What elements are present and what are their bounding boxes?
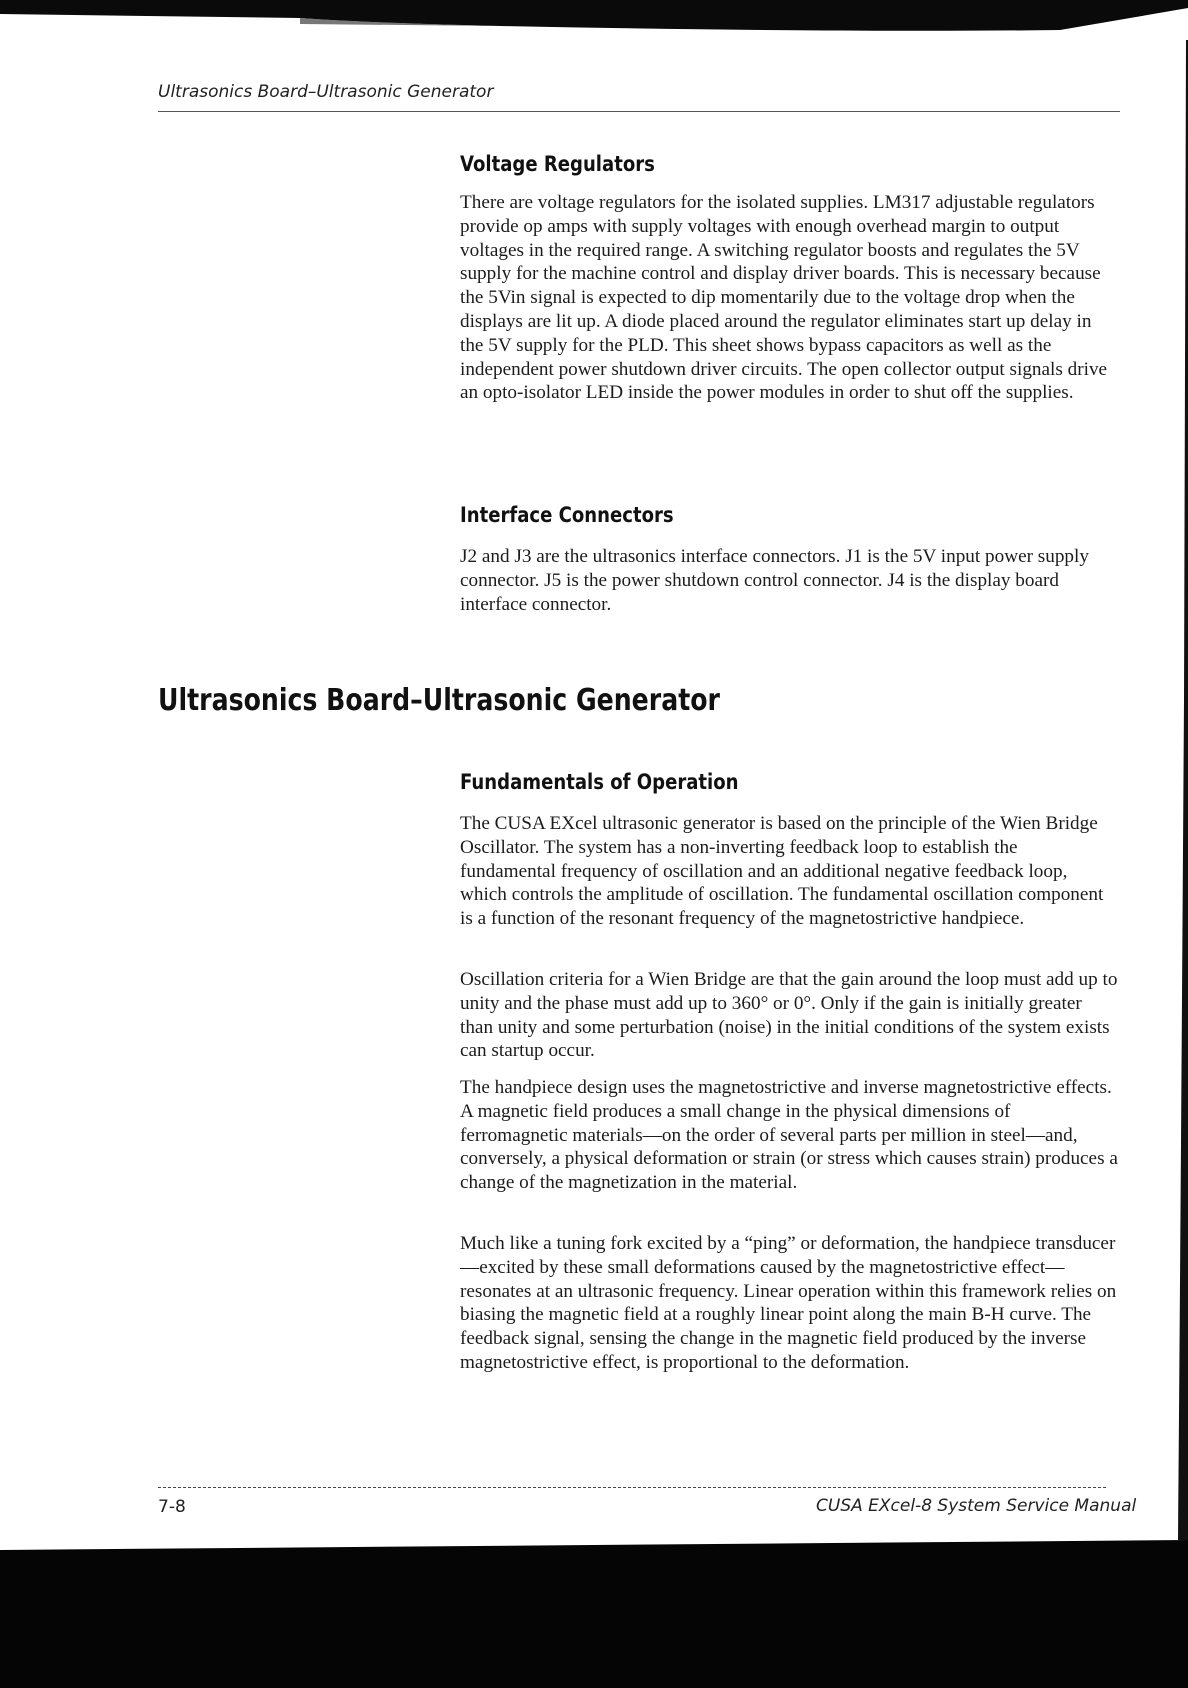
scan-shadow-top	[0, 0, 1188, 40]
heading-voltage-regulators: Voltage Regulators	[460, 152, 655, 176]
paragraph-fundamentals-3: The handpiece design uses the magnetostrictive and inverse magnetostrictive effects. A magnetic field produces a small change in the physical dimensions of ferromagnetic materials—on the order of several parts per million in steel—and, conversely, a physical deformation or strain (or stress which causes strain) produces a change of the magnetization in the material.	[460, 1077, 1118, 1194]
paragraph-voltage-regulators: There are voltage regulators for the isolated supplies. LM317 adjustable regulators provide op amps with supply voltages with enough overhead margin to output voltages in the required range. A switching regulator boosts and regulates the 5V supply for the machine control and display driver boards. This is necessary because the 5Vin signal is expected to dip momentarily due to the voltage drop when the displays are lit up. A diode placed around the regulator eliminates start up delay in the 5V supply for the PLD. This sheet shows bypass capacitors as well as the independent power shutdown driver circuits. The open collector output signals drive an opto-isolator LED inside the power modules in order to shut off the supplies.	[460, 192, 1108, 404]
scan-shadow-bottom	[0, 1540, 1188, 1688]
manual-title: CUSA EXcel-8 System Service Manual	[816, 1496, 1137, 1516]
header-rule	[158, 111, 1120, 112]
page-number: 7-8	[158, 1497, 186, 1517]
running-header: Ultrasonics Board–Ultrasonic Generator	[158, 82, 494, 102]
paragraph-fundamentals-1: The CUSA EXcel ultrasonic generator is based on the principle of the Wien Bridge Oscillator. The system has a non-inverting feedback loop to establish the fundamental frequency of oscillation and an additional negative feedback loop, which controls the amplitude of oscillation. The fundamental oscillation component is a function of the resonant frequency of the magnetostrictive handpiece.	[460, 813, 1104, 930]
footer-rule	[158, 1487, 1106, 1488]
section-title-generator: Ultrasonics Board–Ultrasonic Generator	[158, 683, 720, 718]
paragraph-fundamentals-4: Much like a tuning fork excited by a “ping” or deformation, the handpiece transducer—excited by these small deformations caused by the magnetostrictive effect—resonates at an ultrasonic frequency. Linear operation within this framework relies on biasing the magnetic field at a roughly linear point along the main B-H curve. The feedback signal, sensing the change in the magnetic field produced by the inverse magnetostrictive effect, is proportional to the deformation.	[460, 1233, 1117, 1373]
scan-shadow-right	[1170, 0, 1188, 1688]
heading-interface-connectors: Interface Connectors	[460, 503, 674, 527]
heading-fundamentals: Fundamentals of Operation	[460, 770, 739, 794]
paragraph-interface-connectors: J2 and J3 are the ultrasonics interface connectors. J1 is the 5V input power supply connector. J5 is the power shutdown control connector. J4 is the display board interface connector.	[460, 546, 1089, 615]
paragraph-fundamentals-2: Oscillation criteria for a Wien Bridge are that the gain around the loop must add up to unity and the phase must add up to 360° or 0°. Only if the gain is initially greater than unity and some perturbation (noise) in the initial conditions of the system exists can startup occur.	[460, 969, 1118, 1062]
